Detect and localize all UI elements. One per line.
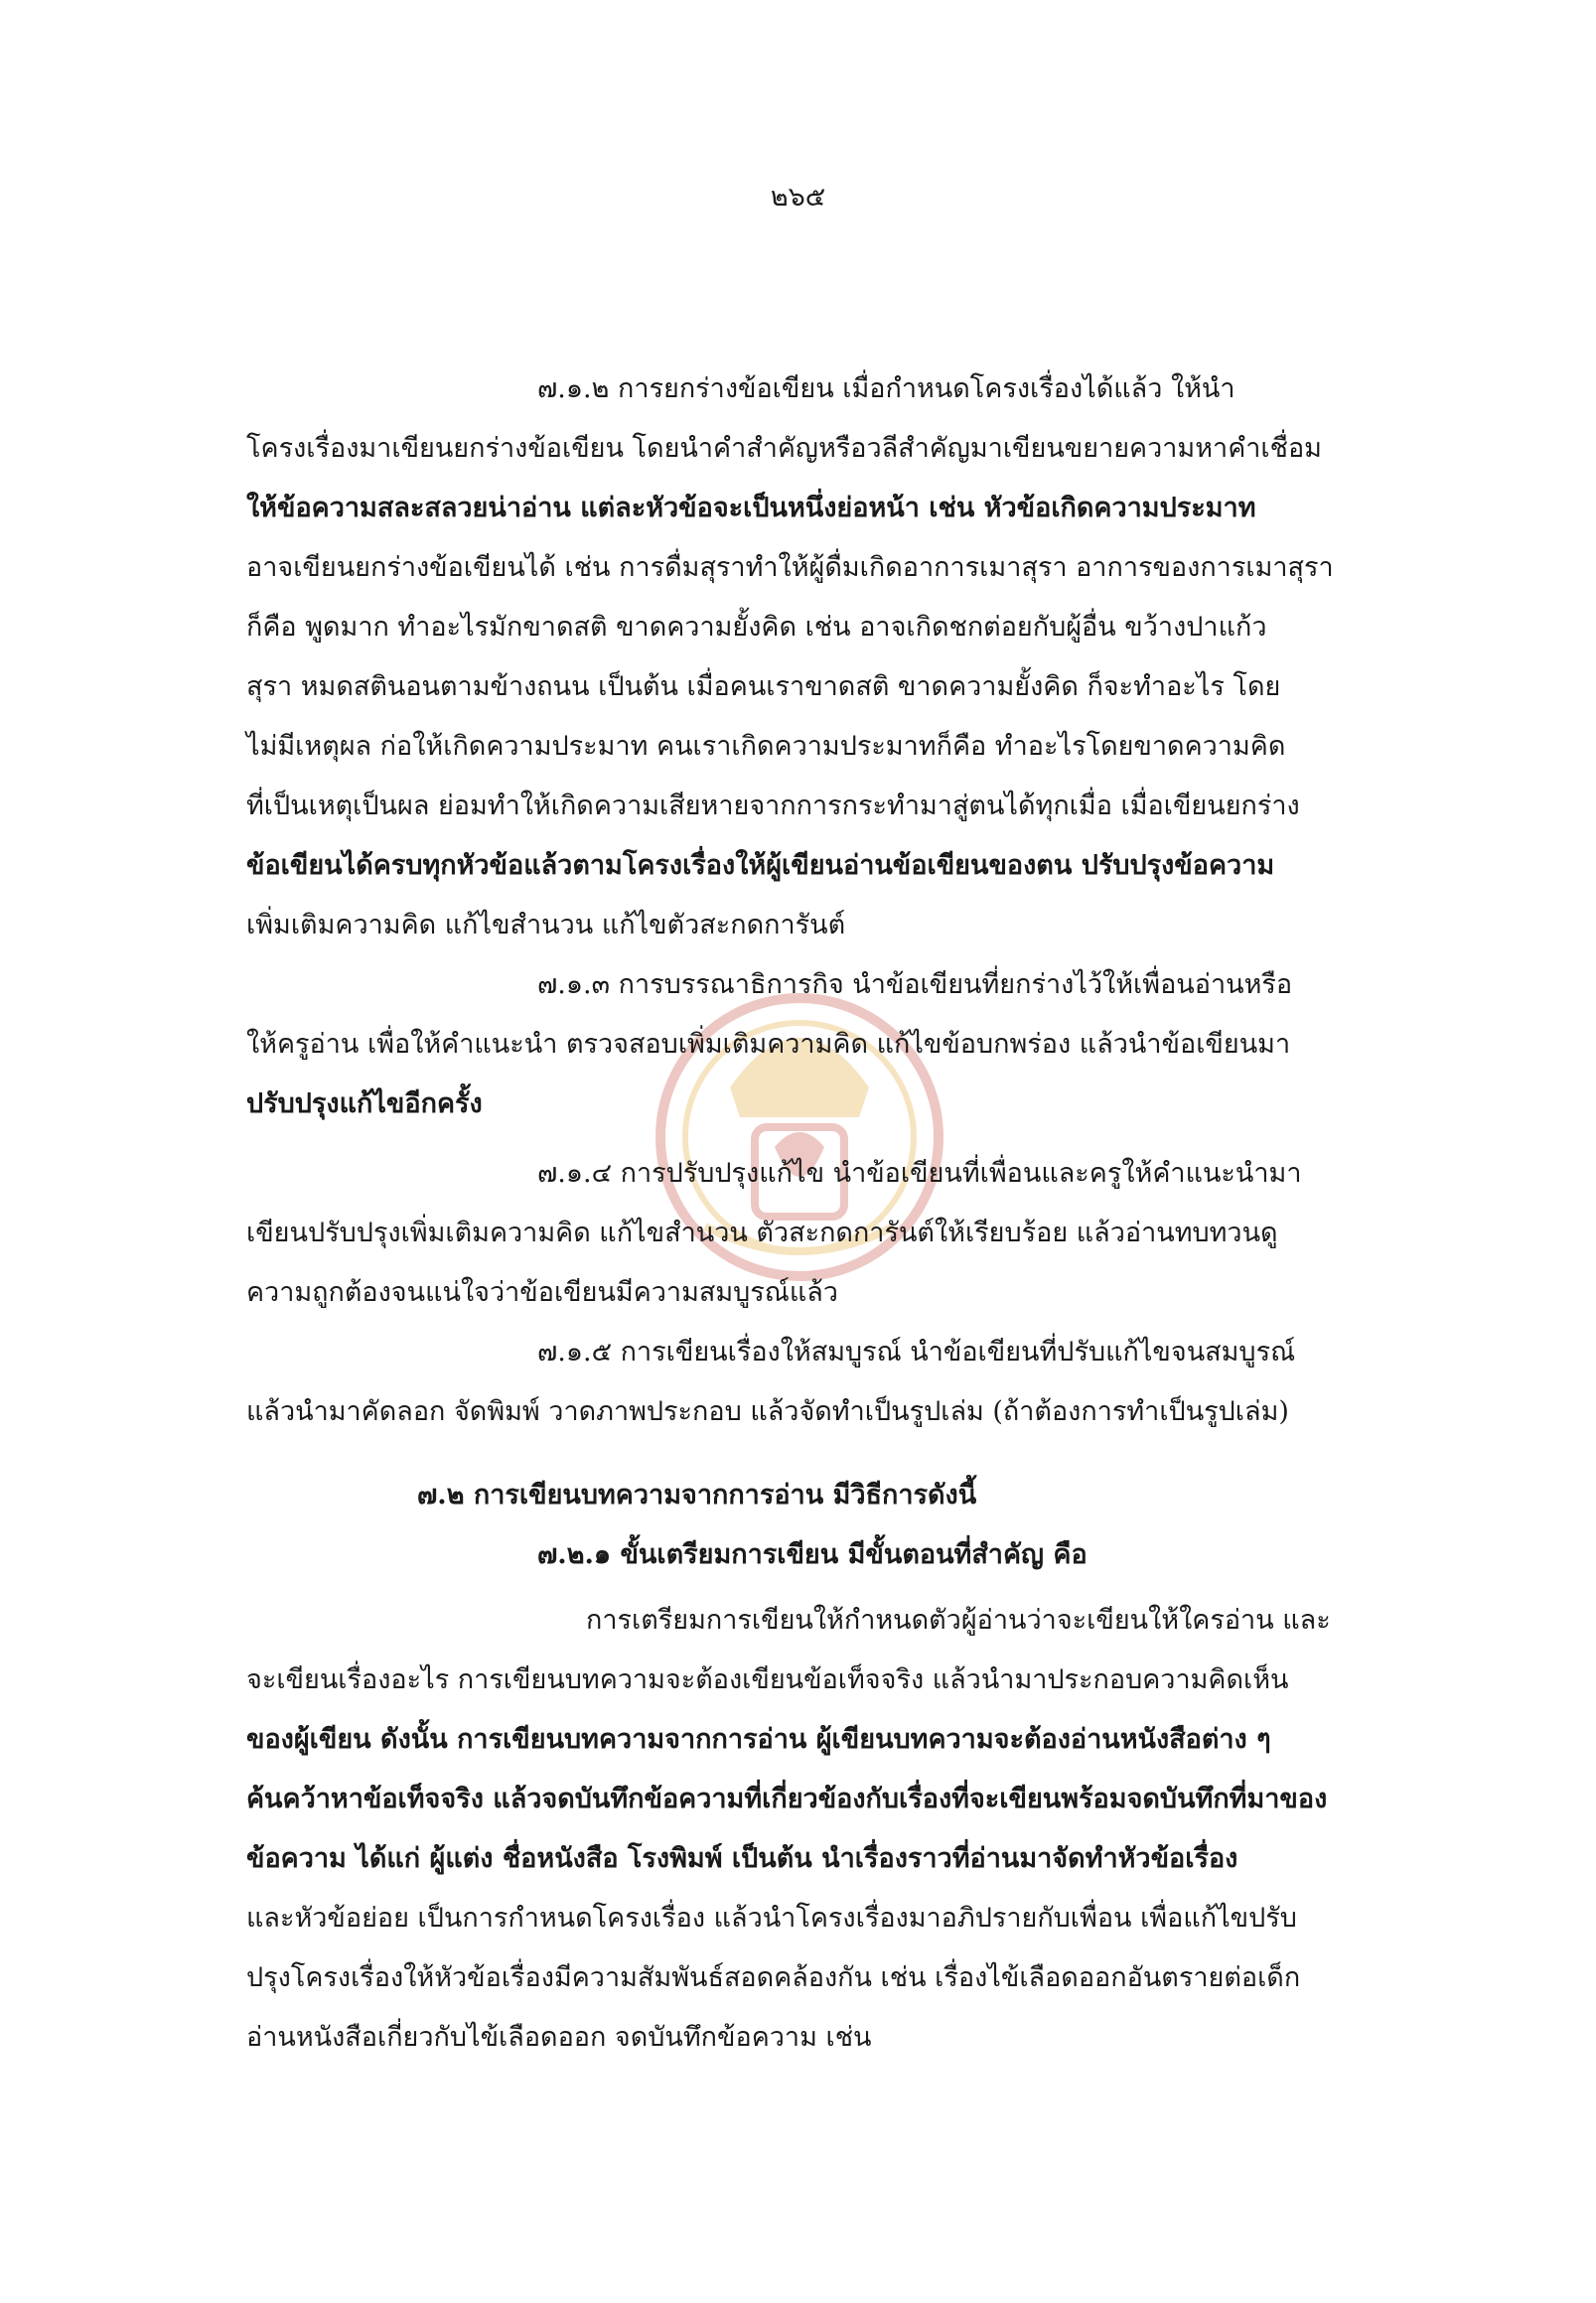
text-line: ให้ข้อความสละสลวยน่าอ่าน แต่ละหัวข้อจะเป็นหนึ่งย่อหน้า เช่น หัวข้อเกิดความประมาท (246, 493, 1256, 523)
text-line: อ่านหนังสือเกี่ยวกับไข้เลือดออก จดบันทึกข้อความ เช่น (246, 2022, 872, 2053)
text-line: ของผู้เขียน ดังนั้น การเขียนบทความจากการอ่าน ผู้เขียนบทความจะต้องอ่านหนังสือต่าง ๆ (246, 1724, 1271, 1755)
text-line: โครงเรื่องมาเขียนยกร่างข้อเขียน โดยนำคำสำคัญหรือวลีสำคัญมาเขียนขยายความหาคำเชื่อม (246, 433, 1322, 464)
text-line: ไม่มีเหตุผล ก่อให้เกิดความประมาท คนเราเกิดความประมาทก็คือ ทำอะไรโดยขาดความคิด (246, 731, 1286, 762)
text-line: อาจเขียนยกร่างข้อเขียนได้ เช่น การดื่มสุราทำให้ผู้ดื่มเกิดอาการเมาสุรา อาการของการเมาสุรา (246, 552, 1334, 583)
text-line: ค้นคว้าหาข้อเท็จจริง แล้วจดบันทึกข้อความที่เกี่ยวข้องกับเรื่องที่จะเขียนพร้อมจดบันทึกที่มาของ (246, 1784, 1328, 1814)
text-line: ปรุงโครงเรื่องให้หัวข้อเรื่องมีความสัมพันธ์สอดคล้องกัน เช่น เรื่องไข้เลือดออกอันตรายต่อเด็ก (246, 1962, 1301, 1993)
text-line: และหัวข้อย่อย เป็นการกำหนดโครงเรื่อง แล้วนำโครงเรื่องมาอภิปรายกับเพื่อน เพื่อแก้ไขปรับ (246, 1903, 1297, 1934)
text-line: เพิ่มเติมความคิด แก้ไขสำนวน แก้ไขตัวสะกดการันต์ (246, 910, 846, 940)
text-line: ๗.๑.๕ การเขียนเรื่องให้สมบูรณ์ นำข้อเขียนที่ปรับแก้ไขจนสมบูรณ์ (537, 1337, 1296, 1367)
text-line: จะเขียนเรื่องอะไร การเขียนบทความจะต้องเขียนข้อเท็จจริง แล้วนำมาประกอบความคิดเห็น (246, 1664, 1289, 1695)
text-line: สุรา หมดสตินอนตามข้างถนน เป็นต้น เมื่อคนเราขาดสติ ขาดความยั้งคิด ก็จะทำอะไร โดย (246, 671, 1281, 702)
text-line: ข้อเขียนได้ครบทุกหัวข้อแล้วตามโครงเรื่องให้ผู้เขียนอ่านข้อเขียนของตน ปรับปรุงข้อความ (246, 850, 1275, 881)
text-line: ก็คือ พูดมาก ทำอะไรมักขาดสติ ขาดความยั้งคิด เช่น อาจเกิดชกต่อยกับผู้อื่น ขว้างปาแก้ว (246, 612, 1267, 643)
section-heading: ๗.๒ การเขียนบทความจากการอ่าน มีวิธีการดังนี้ (417, 1480, 977, 1511)
text-line: เขียนปรับปรุงเพิ่มเติมความคิด แก้ไขสำนวน ตัวสะกดการันต์ให้เรียบร้อย แล้วอ่านทบทวนดู (246, 1218, 1278, 1248)
text-line: ให้ครูอ่าน เพื่อให้คำแนะนำ ตรวจสอบเพิ่มเติมความคิด แก้ไขข้อบกพร่อง แล้วนำข้อเขียนมา (246, 1029, 1291, 1060)
text-line: แล้วนำมาคัดลอก จัดพิมพ์ วาดภาพประกอบ แล้วจัดทำเป็นรูปเล่ม (ถ้าต้องการทำเป็นรูปเล่ม) (246, 1396, 1289, 1427)
text-line: ข้อความ ได้แก่ ผู้แต่ง ชื่อหนังสือ โรงพิมพ์ เป็นต้น นำเรื่องราวที่อ่านมาจัดทำหัวข้อเรื่อง (246, 1843, 1238, 1874)
text-line: ๗.๑.๔ การปรับปรุงแก้ไข นำข้อเขียนที่เพื่อนและครูให้คำแนะนำมา (537, 1158, 1302, 1189)
text-line: ปรับปรุงแก้ไขอีกครั้ง (246, 1088, 483, 1119)
text-line: ที่เป็นเหตุเป็นผล ย่อมทำให้เกิดความเสียหายจากการกระทำมาสู่ตนได้ทุกเมื่อ เมื่อเขียนยกร่าง (246, 791, 1300, 821)
page-number: ๒๖๕ (770, 182, 826, 213)
text-line: การเตรียมการเขียนให้กำหนดตัวผู้อ่านว่าจะเขียนให้ใครอ่าน และ (586, 1605, 1331, 1636)
text-line: ความถูกต้องจนแน่ใจว่าข้อเขียนมีความสมบูรณ์แล้ว (246, 1277, 838, 1308)
subsection-heading: ๗.๒.๑ ขั้นเตรียมการเขียน มีขั้นตอนที่สำคัญ คือ (537, 1539, 1088, 1570)
text-line: ๗.๑.๓ การบรรณาธิการกิจ นำข้อเขียนที่ยกร่างไว้ให้เพื่อนอ่านหรือ (537, 969, 1293, 1000)
text-line: ๗.๑.๒ การยกร่างข้อเขียน เมื่อกำหนดโครงเรื่องได้แล้ว ให้นำ (537, 373, 1235, 404)
